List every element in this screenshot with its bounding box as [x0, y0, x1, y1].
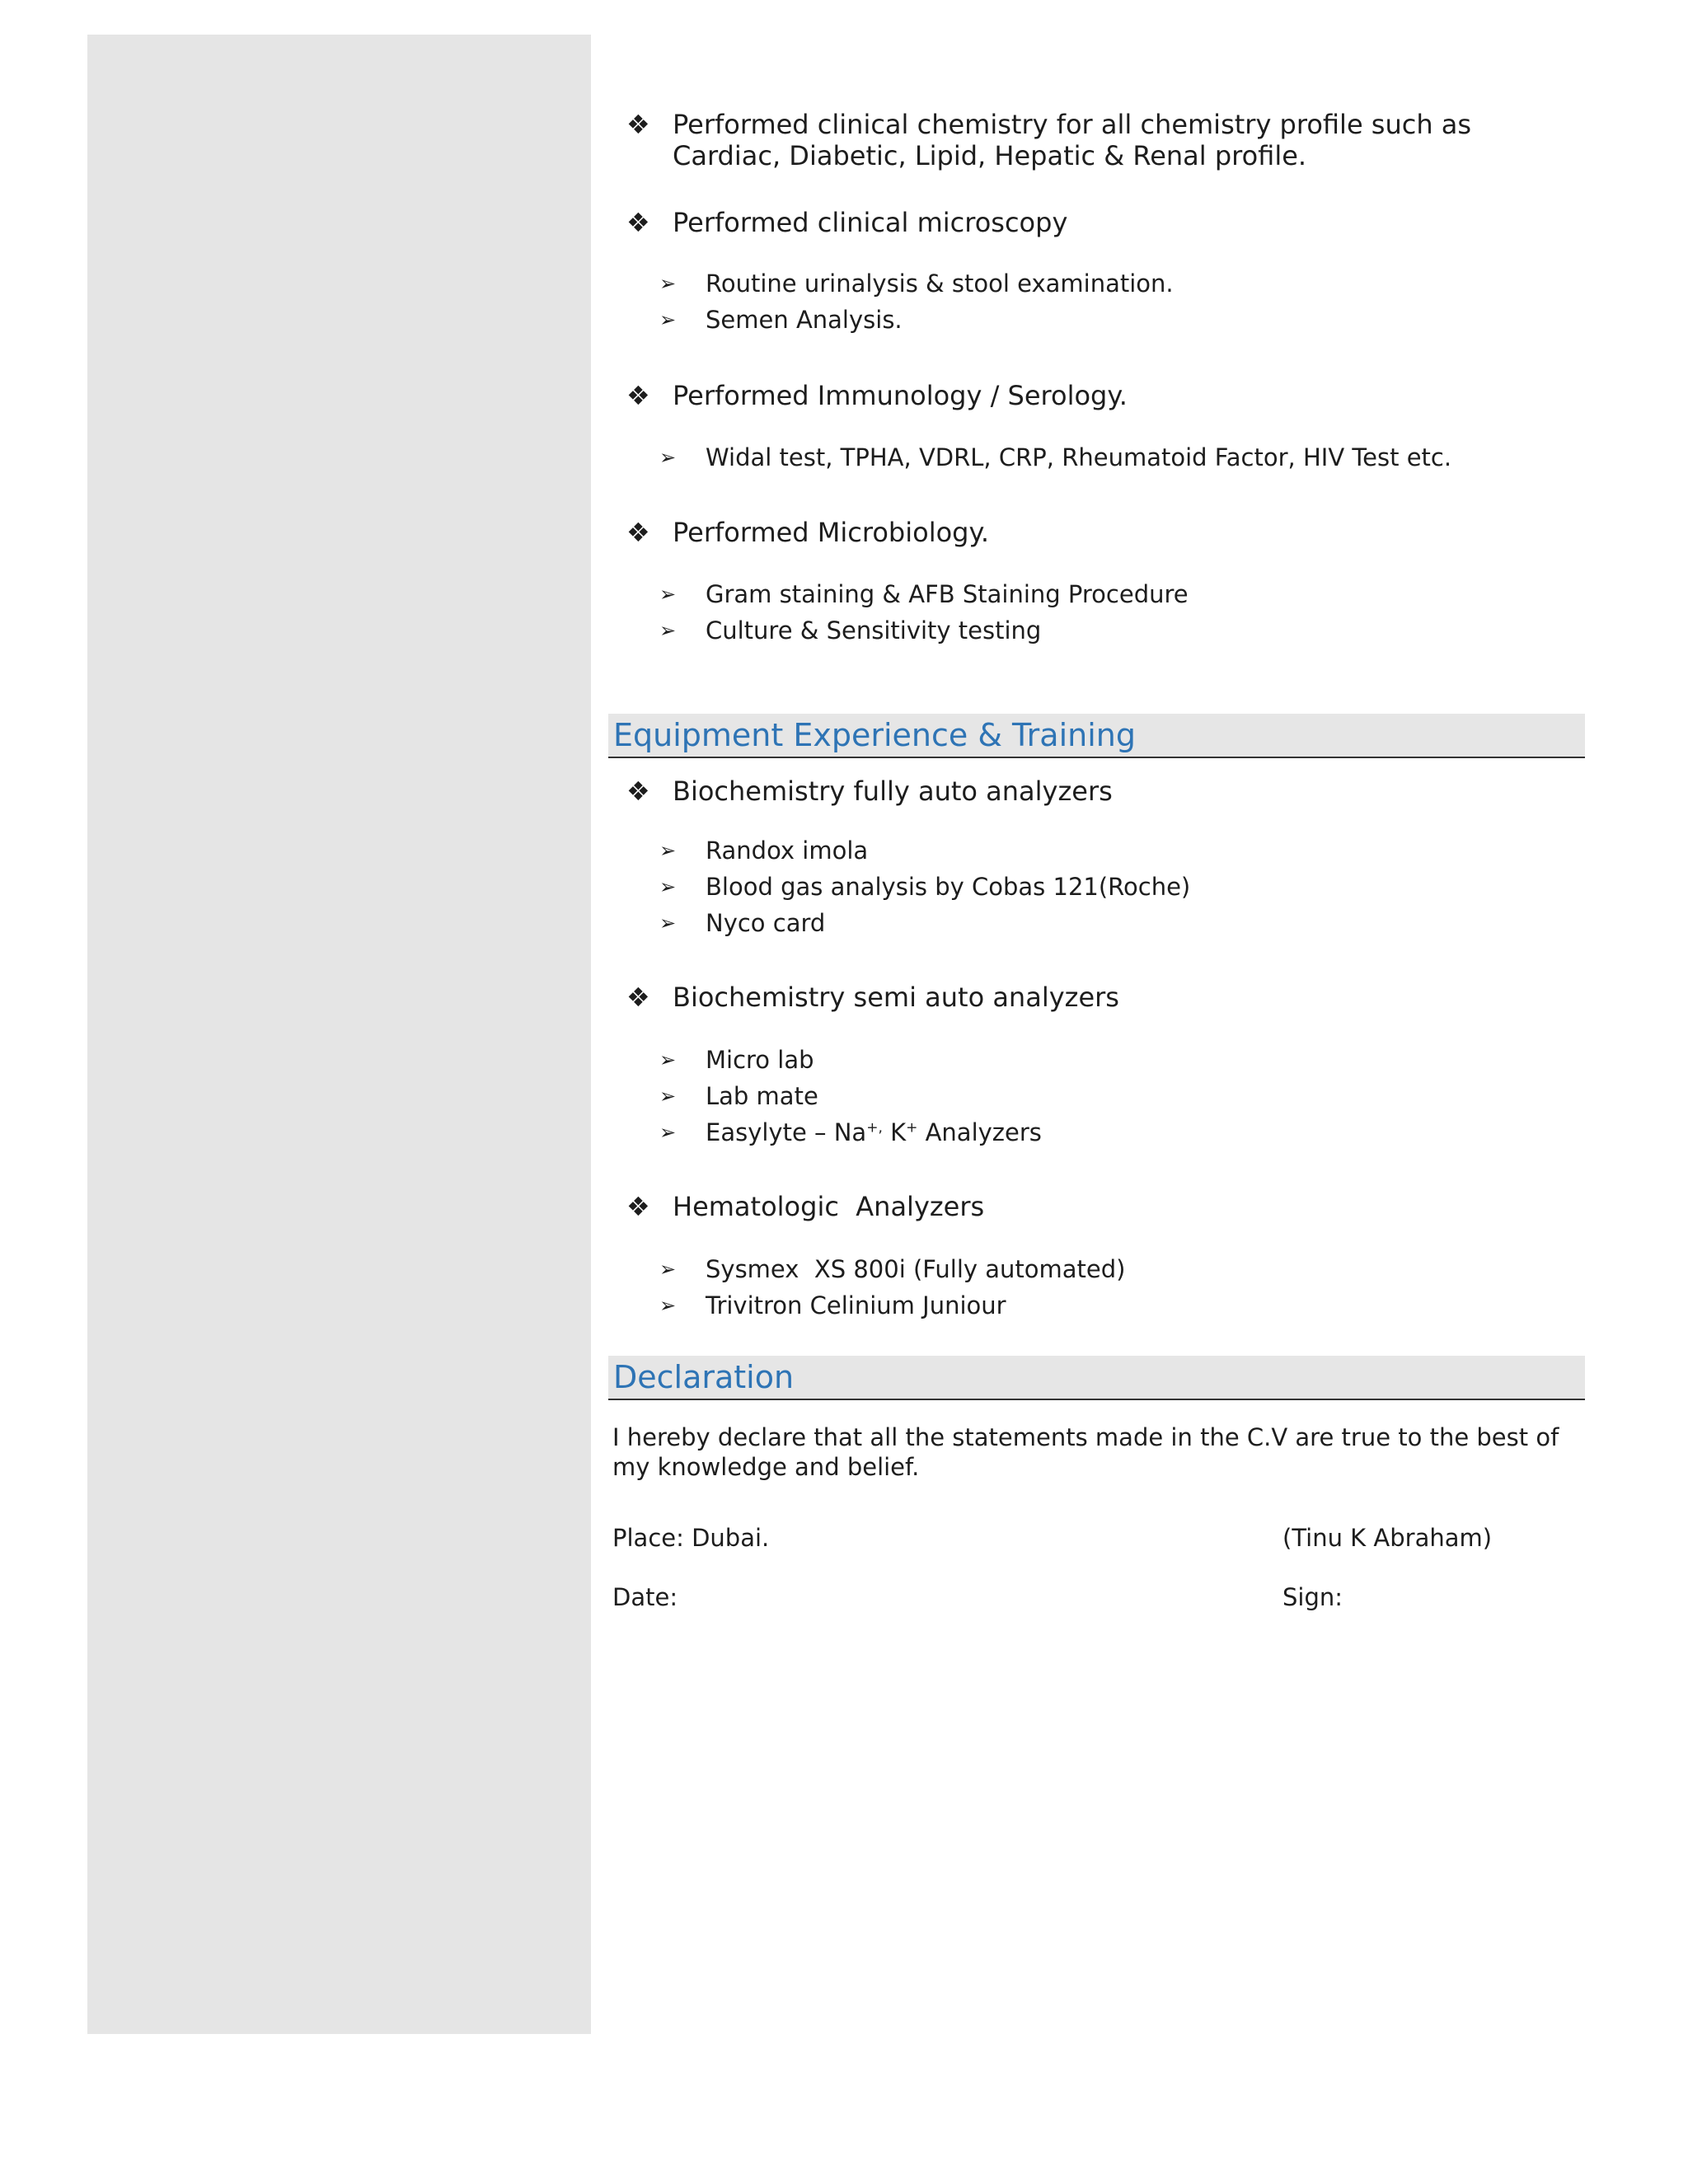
section-title: Declaration — [613, 1359, 795, 1395]
arrowhead-bullet-icon: ➢ — [659, 1085, 677, 1108]
list-item — [626, 207, 1574, 238]
sub-list-item — [659, 1114, 1566, 1151]
place-label: Place: Dubai. — [612, 1524, 770, 1552]
arrowhead-bullet-icon: ➢ — [659, 839, 677, 862]
diamond-bullet-icon: ❖ — [626, 1191, 650, 1222]
diamond-bullet-icon: ❖ — [626, 517, 650, 548]
diamond-bullet-icon: ❖ — [626, 982, 650, 1013]
arrowhead-bullet-icon: ➢ — [659, 875, 677, 898]
date-label: Date: — [612, 1583, 678, 1611]
diamond-bullet-icon: ❖ — [626, 207, 650, 238]
list-item — [626, 517, 1574, 548]
sub-list-item: ➢ Randox imola — [659, 832, 1566, 869]
sub-list-item: ➢ Gram staining & AFB Staining Procedure — [659, 576, 1566, 612]
arrowhead-bullet-icon: ➢ — [659, 272, 677, 295]
declaration-statement: I hereby declare that all the statements made in the C.V are true to the best of my knowledge and belief. — [612, 1423, 1559, 1481]
diamond-bullet-icon: ❖ — [626, 109, 650, 140]
arrowhead-bullet-icon: ➢ — [659, 1258, 677, 1281]
diamond-bullet-icon: ❖ — [626, 776, 650, 807]
arrowhead-bullet-icon: ➢ — [659, 446, 677, 469]
list-item — [626, 109, 1574, 171]
sub-list-item: ➢ Micro lab — [659, 1042, 1566, 1078]
list-item: ❖ Hematologic Analyzers — [626, 1191, 985, 1222]
list-item-text: Performed Microbiology. — [673, 517, 990, 548]
arrowhead-bullet-icon: ➢ — [659, 1121, 677, 1144]
sidebar-panel — [87, 35, 591, 2034]
resume-content — [608, 0, 1585, 2184]
list-item-text: Performed clinical microscopy — [673, 207, 1068, 238]
sub-list-item: ➢ Routine urinalysis & stool examination. — [659, 265, 1566, 302]
list-item: ❖ Biochemistry semi auto analyzers — [626, 982, 1119, 1013]
arrowhead-bullet-icon: ➢ — [659, 619, 677, 642]
arrowhead-bullet-icon: ➢ — [659, 1048, 677, 1071]
arrowhead-bullet-icon: ➢ — [659, 308, 677, 331]
section-header-equipment — [608, 714, 1585, 758]
sub-list-item: ➢ Semen Analysis. — [659, 302, 1566, 338]
sub-list-item: ➢ Culture & Sensitivity testing — [659, 612, 1566, 649]
sub-list-item: ➢ Blood gas analysis by Cobas 121(Roche) — [659, 869, 1566, 905]
signatory-name: (Tinu K Abraham) — [1282, 1524, 1493, 1552]
sub-list-item: ➢ Trivitron Celinium Juniour — [659, 1287, 1566, 1324]
arrowhead-bullet-icon: ➢ — [659, 912, 677, 935]
list-item: ❖ Biochemistry fully auto analyzers — [626, 776, 1113, 807]
sub-list-item: ➢ Sysmex XS 800i (Fully automated) — [659, 1251, 1566, 1287]
list-item-text: Performed Immunology / Serology. — [673, 380, 1128, 411]
diamond-bullet-icon: ❖ — [626, 380, 650, 411]
section-title: Equipment Experience & Training — [613, 717, 1136, 753]
list-item — [626, 380, 1574, 411]
sub-list-item: ➢ Widal test, TPHA, VDRL, CRP, Rheumatoid Factor, HIV Test etc. — [659, 439, 1566, 476]
list-item-text: Performed clinical chemistry for all chemistry profile such as Cardiac, Diabetic, Lipid, Hepatic & Renal profile. — [673, 109, 1472, 171]
section-header-declaration — [608, 1356, 1585, 1400]
arrowhead-bullet-icon: ➢ — [659, 1294, 677, 1317]
sign-label: Sign: — [1282, 1583, 1343, 1611]
sub-list-item: ➢ Nyco card — [659, 905, 1566, 941]
arrowhead-bullet-icon: ➢ — [659, 583, 677, 606]
sub-list-item: ➢ Lab mate — [659, 1078, 1566, 1114]
easylyte-text: Easylyte – Na+, K+ Analyzers — [706, 1118, 1042, 1146]
